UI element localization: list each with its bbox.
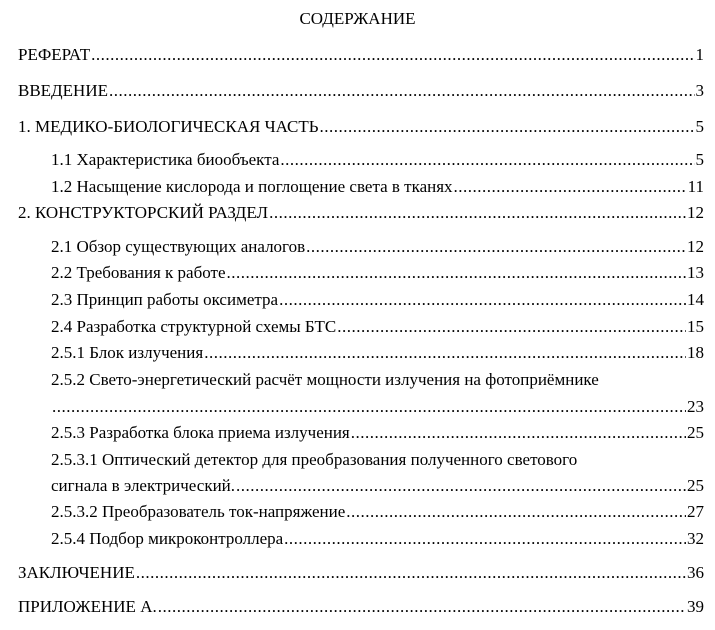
toc-page-number: 32 bbox=[687, 529, 704, 548]
toc-entry[interactable] bbox=[51, 236, 704, 258]
toc-page-number: 5 bbox=[695, 150, 704, 169]
toc-leader-dots bbox=[320, 116, 695, 138]
toc-leader-dots bbox=[52, 396, 686, 418]
toc-entry[interactable] bbox=[18, 596, 704, 618]
toc-entry-text: 1. МЕДИКО-БИОЛОГИЧЕСКАЯ ЧАСТЬ bbox=[18, 117, 319, 136]
toc-entry-text: 2.5.3.2 Преобразователь ток-напряжение bbox=[51, 502, 346, 521]
toc-entry-text: сигнала в электрический. bbox=[51, 476, 236, 495]
toc-page-number: 39 bbox=[687, 597, 704, 616]
toc-entry[interactable] bbox=[51, 528, 704, 550]
toc-page-number: 25 bbox=[687, 423, 704, 442]
toc-entry-continuation[interactable] bbox=[51, 396, 704, 418]
toc-entry-wrapped-text[interactable]: 2.5.3.1 Оптический детектор для преобразования полученного светового bbox=[51, 450, 578, 469]
toc-leader-dots bbox=[158, 596, 686, 618]
toc-entry-text: 2.1 Обзор существующих аналогов bbox=[51, 237, 306, 256]
toc-entry[interactable] bbox=[18, 80, 704, 102]
toc-page-number: 12 bbox=[687, 237, 704, 256]
toc-entry-text: ВВЕДЕНИЕ bbox=[18, 81, 108, 100]
toc-entry[interactable] bbox=[51, 176, 704, 198]
toc-leader-dots bbox=[269, 202, 686, 224]
toc-entry[interactable] bbox=[51, 289, 704, 311]
toc-page-number: 13 bbox=[687, 263, 704, 282]
toc-page-number: 18 bbox=[687, 343, 704, 362]
toc-page-number: 12 bbox=[687, 203, 704, 222]
toc-page-number: 25 bbox=[687, 476, 704, 495]
toc-leader-dots bbox=[337, 316, 686, 338]
toc-leader-dots bbox=[306, 236, 686, 258]
toc-leader-dots bbox=[109, 80, 695, 102]
toc-page-number: 14 bbox=[687, 290, 704, 309]
toc-entry-wrapped-text[interactable]: 2.5.2 Свето-энергетический расчёт мощности излучения на фотоприёмнике bbox=[51, 370, 599, 389]
toc-entry-text: 2.5.4 Подбор микроконтроллера bbox=[51, 529, 284, 548]
toc-page-number: 36 bbox=[687, 563, 704, 582]
toc-leader-dots bbox=[236, 475, 686, 497]
toc-page-number: 23 bbox=[687, 397, 704, 416]
toc-entry[interactable] bbox=[51, 422, 704, 444]
toc-entry[interactable] bbox=[18, 202, 704, 224]
toc-page-number: 3 bbox=[695, 81, 704, 100]
toc-entry-text: 2.2 Требования к работе bbox=[51, 263, 226, 282]
toc-entry[interactable] bbox=[51, 262, 704, 284]
toc-page-number: 15 bbox=[687, 317, 704, 336]
toc-entry[interactable] bbox=[51, 149, 704, 171]
toc-page-number: 27 bbox=[687, 502, 704, 521]
toc-leader-dots bbox=[136, 562, 686, 584]
toc-entry-text: 2. КОНСТРУКТОРСКИЙ РАЗДЕЛ bbox=[18, 203, 269, 222]
toc-entry[interactable] bbox=[18, 562, 704, 584]
toc-entry-text: РЕФЕРАТ bbox=[18, 45, 91, 64]
toc-leader-dots bbox=[454, 176, 687, 198]
toc-entry[interactable] bbox=[18, 116, 704, 138]
toc-leader-dots bbox=[204, 342, 686, 364]
toc-entry-text: 2.5.3 Разработка блока приема излучения bbox=[51, 423, 350, 442]
toc-leader-dots bbox=[284, 528, 686, 550]
toc-leader-dots bbox=[227, 262, 687, 284]
toc-entry-text: 2.4 Разработка структурной схемы БТС bbox=[51, 317, 337, 336]
toc-entry[interactable] bbox=[51, 501, 704, 523]
toc-entry[interactable] bbox=[51, 316, 704, 338]
toc-entry-text: 2.5.1 Блок излучения bbox=[51, 343, 204, 362]
toc-page-number: 1 bbox=[695, 45, 704, 64]
toc-entry[interactable] bbox=[51, 342, 704, 364]
toc-entry-continuation[interactable] bbox=[51, 475, 704, 497]
toc-leader-dots bbox=[91, 44, 694, 66]
toc-entry-text: 2.3 Принцип работы оксиметра bbox=[51, 290, 279, 309]
page-title: СОДЕРЖАНИЕ bbox=[299, 9, 416, 28]
toc-leader-dots bbox=[351, 422, 686, 444]
toc-entry[interactable] bbox=[18, 44, 704, 66]
toc-leader-dots bbox=[279, 289, 686, 311]
toc-leader-dots bbox=[280, 149, 694, 171]
toc-page-number: 5 bbox=[695, 117, 704, 136]
toc-entry-text: 1.1 Характеристика биообъекта bbox=[51, 150, 280, 169]
toc-entry-text: 1.2 Насыщение кислорода и поглощение света в тканях bbox=[51, 177, 453, 196]
toc-entry-text: ЗАКЛЮЧЕНИЕ bbox=[18, 563, 135, 582]
toc-entry-text: ПРИЛОЖЕНИЕ А. bbox=[18, 597, 157, 616]
toc-leader-dots bbox=[346, 501, 686, 523]
toc-page-number: 11 bbox=[687, 177, 704, 196]
